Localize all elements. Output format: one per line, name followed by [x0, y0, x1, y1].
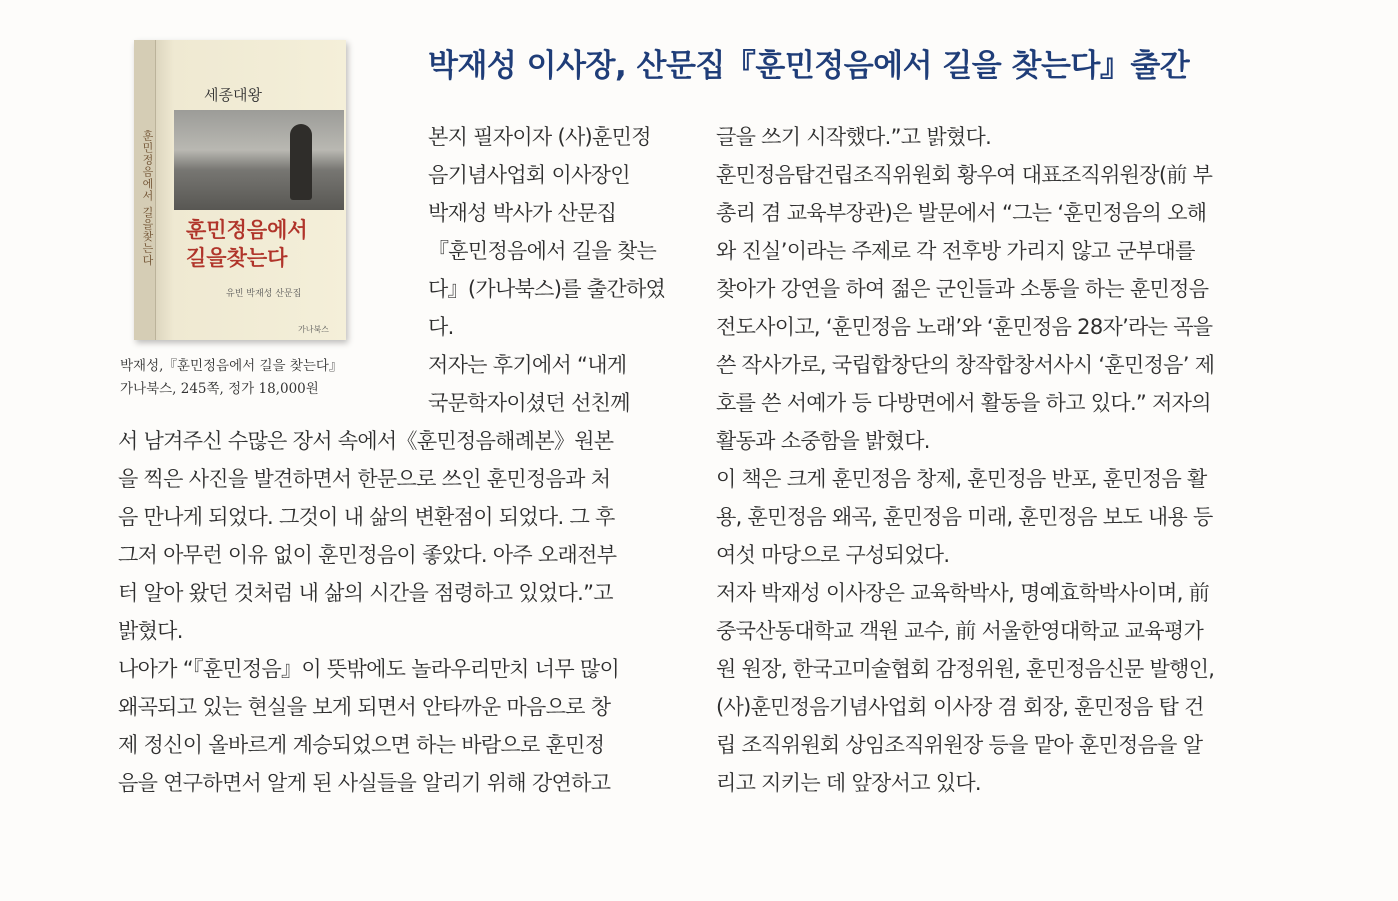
left-column-top-text [428, 118, 670, 422]
text-line: 총리 겸 교육부장관)은 발문에서 “그는 ‘훈민정음의 오해 [716, 201, 1207, 225]
book-cover-photo [174, 110, 344, 210]
book-cover-top-label: 세종대왕 [204, 86, 262, 104]
caption-line: 가나북스, 245쪽, 정가 18,000원 [120, 381, 319, 397]
person-silhouette [290, 124, 312, 200]
book-cover-publisher: 가나북스 [298, 325, 329, 334]
text-line: 나아가 “『훈민정음』이 뜻밖에도 놀라우리만치 너무 많이 [118, 657, 620, 681]
text-line: 을 찍은 사진을 발견하면서 한문으로 쓰인 훈민정음과 처 [118, 467, 611, 491]
text-line: 이 책은 크게 훈민정음 창제, 훈민정음 반포, 훈민정음 활 [716, 467, 1207, 491]
right-column-text [716, 118, 1272, 802]
text-line: 활동과 소중함을 밝혔다. [716, 429, 930, 453]
text-line: 본지 필자이자 (사)훈민정 [428, 125, 651, 149]
text-line: 서 남겨주신 수많은 장서 속에서《훈민정음해례본》원본 [118, 429, 614, 453]
text-line: 저자는 후기에서 “내게 [428, 353, 627, 377]
book-spine: 훈민정음에서 길을찾는다 [134, 40, 156, 340]
book-cover-title-line1: 훈민정음에서 [186, 217, 308, 242]
text-line: (사)훈민정음기념사업회 이사장 겸 회장, 훈민정음 탑 건 [716, 695, 1204, 719]
text-line: 밝혔다. [118, 619, 183, 643]
text-line: 다』(가나북스)를 출간하였 [428, 277, 666, 301]
text-line: 원 원장, 한국고미술협회 감정위원, 훈민정음신문 발행인, [716, 657, 1215, 681]
book-cover-title [186, 216, 342, 272]
text-line: 글을 쓰기 시작했다.”고 밝혔다. [716, 125, 992, 149]
text-line: 쓴 작사가로, 국립합창단의 창작합창서사시 ‘훈민정음’ 제 [716, 353, 1215, 377]
text-line: 여섯 마당으로 구성되었다. [716, 543, 950, 567]
book-cover-title-line2: 길을찾는다 [186, 245, 288, 270]
text-line: 훈민정음탑건립조직위원회 황우여 대표조직위원장(前 부 [716, 163, 1213, 187]
article-title: 박재성 이사장, 산문집『훈민정음에서 길을 찾는다』출간 [428, 48, 1190, 84]
text-line: 그저 아무런 이유 없이 훈민정음이 좋았다. 아주 오래전부 [118, 543, 617, 567]
text-line: 『훈민정음에서 길을 찾는 [428, 239, 657, 263]
text-line: 저자 박재성 이사장은 교육학박사, 명예효학박사이며, 前 [716, 581, 1210, 605]
text-line: 박재성 박사가 산문집 [428, 201, 617, 225]
text-line: 음 만나게 되었다. 그것이 내 삶의 변환점이 되었다. 그 후 [118, 505, 615, 529]
left-column-bottom-text [118, 422, 670, 802]
text-line: 제 정신이 올바르게 계승되었으면 하는 바람으로 훈민정 [118, 733, 605, 757]
caption-line: 박재성,『훈민정음에서 길을 찾는다』 [120, 358, 343, 374]
text-line: 찾아가 강연을 하여 젊은 군인들과 소통을 하는 훈민정음 [716, 277, 1209, 301]
text-line: 호를 쓴 서예가 등 다방면에서 활동을 하고 있다.” 저자의 [716, 391, 1211, 415]
text-line: 립 조직위원회 상임조직위원장 등을 맡아 훈민정음을 알 [716, 733, 1203, 757]
text-line: 터 알아 왔던 것처럼 내 삶의 시간을 점령하고 있었다.”고 [118, 581, 613, 605]
text-line: 다. [428, 315, 454, 339]
text-line: 왜곡되고 있는 현실을 보게 되면서 안타까운 마음으로 창 [118, 695, 611, 719]
text-line: 전도사이고, ‘훈민정음 노래’와 ‘훈민정음 28자’라는 곡을 [716, 315, 1213, 339]
text-line: 국문학자이셨던 선친께 [428, 391, 630, 415]
image-caption [120, 355, 370, 401]
book-cover-image [134, 40, 346, 340]
text-line: 중국산동대학교 객원 교수, 前 서울한영대학교 교육평가 [716, 619, 1204, 643]
text-line: 와 진실’이라는 주제로 각 전후방 가리지 않고 군부대를 [716, 239, 1195, 263]
text-line: 용, 훈민정음 왜곡, 훈민정음 미래, 훈민정음 보도 내용 등 [716, 505, 1213, 529]
text-line: 음기념사업회 이사장인 [428, 163, 630, 187]
text-line: 리고 지키는 데 앞장서고 있다. [716, 771, 981, 795]
text-line: 음을 연구하면서 알게 된 사실들을 알리기 위해 강연하고 [118, 771, 611, 795]
book-cover-author: 유빈 박재성 산문집 [226, 289, 302, 299]
